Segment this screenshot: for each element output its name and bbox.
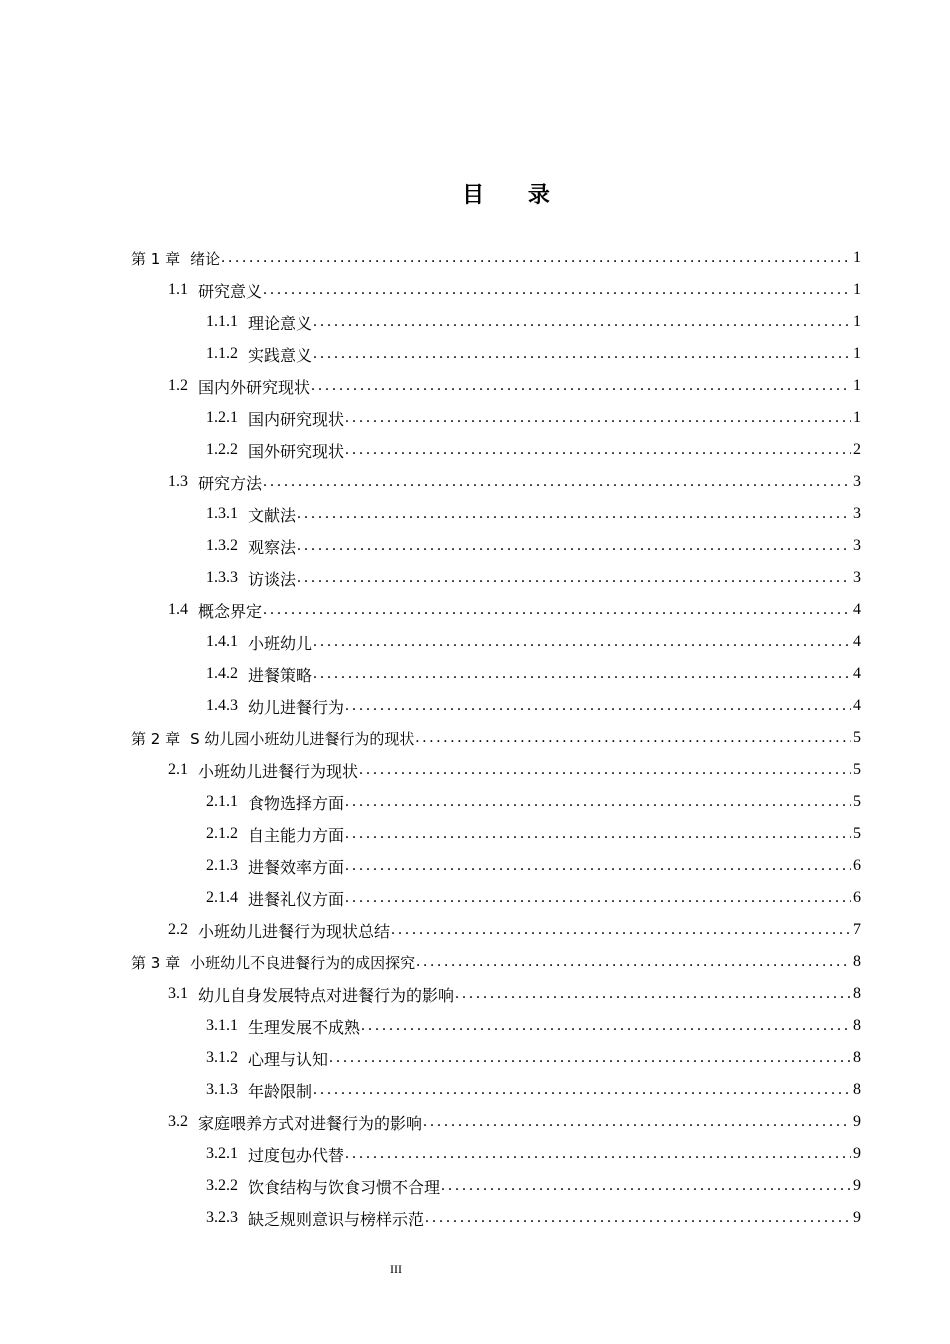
toc-dot-leader [263,281,851,299]
toc-entry-number: 1.3.1 [206,505,238,522]
toc-dot-leader [415,729,851,747]
toc-dot-leader [345,857,851,875]
toc-dot-leader [313,345,851,363]
toc-entry[interactable] [206,306,861,338]
toc-entry-page: 6 [853,889,861,906]
toc-dot-leader [345,697,851,715]
toc-entry[interactable] [131,722,861,754]
toc-entry-number: 3.1.2 [206,1049,238,1066]
toc-entry-label: 年龄限制 [248,1083,313,1101]
toc-entry-page: 3 [853,537,861,554]
toc-entry-number: 1.4.2 [206,665,238,682]
toc-entry[interactable] [206,690,861,722]
toc-entry-number: 3.2.1 [206,1145,238,1162]
toc-entry-label: 幼儿自身发展特点对进餐行为的影响 [198,987,455,1005]
toc-dot-leader [313,1081,851,1099]
toc-entry-page: 3 [853,505,861,522]
toc-dot-leader [297,505,851,523]
toc-entry-page: 8 [853,953,861,970]
toc-entry-page: 8 [853,1049,861,1066]
toc-entry-label: 概念界定 [198,603,263,621]
toc-entry[interactable] [206,1010,861,1042]
toc-entry-number: 1.2 [168,377,188,394]
toc-entry-label: S 幼儿园小班幼儿进餐行为的现状 [190,729,415,748]
toc-entry[interactable] [206,818,861,850]
toc-entry[interactable] [206,402,861,434]
toc-entry-number: 2.1.4 [206,889,238,906]
toc-entry-label: 观察法 [248,539,297,557]
toc-entry[interactable] [206,434,861,466]
toc-entry[interactable] [206,882,861,914]
toc-entry-number: 3.1.3 [206,1081,238,1098]
toc-entry[interactable] [206,498,861,530]
toc-title: 目 录 [462,183,568,208]
toc-entry-number: 3.1 [168,985,188,1002]
toc-entry-number: 1.3 [168,473,188,490]
toc-dot-leader [345,793,851,811]
toc-dot-leader [361,1017,851,1035]
toc-entry-page: 4 [853,697,861,714]
toc-entry-label: 缺乏规则意识与榜样示范 [248,1211,425,1229]
toc-entry[interactable] [206,338,861,370]
toc-entry-number: 1.2.2 [206,441,238,458]
toc-entry-number: 3.2.2 [206,1177,238,1194]
toc-entry[interactable] [168,274,861,306]
toc-entry-page: 4 [853,633,861,650]
toc-entry[interactable] [206,1074,861,1106]
toc-entry-page: 1 [853,249,861,266]
toc-entry-page: 1 [853,313,861,330]
toc-dot-leader [313,633,851,651]
toc-entry-label: 生理发展不成熟 [248,1019,361,1037]
toc-entry-page: 1 [853,377,861,394]
toc-entry-number: 2.1 [168,761,188,778]
toc-entry-label: 实践意义 [248,347,313,365]
toc-entry-label: 过度包办代替 [248,1147,345,1165]
toc-dot-leader [345,441,851,459]
toc-entry-label: 饮食结构与饮食习惯不合理 [248,1179,441,1197]
toc-entry-label: 国内外研究现状 [198,379,311,397]
toc-dot-leader [441,1177,851,1195]
toc-entry-page: 9 [853,1177,861,1194]
toc-entry-page: 8 [853,985,861,1002]
toc-dot-leader [313,313,851,331]
toc-entry[interactable] [168,466,861,498]
toc-entry-number: 2.2 [168,921,188,938]
toc-dot-leader [391,921,851,939]
toc-entry-page: 9 [853,1113,861,1130]
toc-entry-number: 2.1.1 [206,793,238,810]
toc-dot-leader [297,569,851,587]
page-number-footer: III [390,1262,402,1276]
toc-entry[interactable] [206,530,861,562]
toc-dot-leader [455,985,851,1003]
toc-entry-label: 家庭喂养方式对进餐行为的影响 [198,1115,423,1133]
toc-entry-number: 2.1.3 [206,857,238,874]
toc-entry[interactable] [168,754,861,786]
toc-dot-leader [425,1209,851,1227]
toc-entry[interactable] [206,786,861,818]
toc-entry-page: 4 [853,601,861,618]
toc-entry-label: 绪论 [190,249,221,268]
toc-entry-page: 9 [853,1209,861,1226]
toc-entry[interactable] [131,946,861,978]
toc-entry-label: 国内研究现状 [248,411,345,429]
toc-entry-label: 小班幼儿进餐行为现状总结 [198,923,391,941]
toc-entry-page: 5 [853,761,861,778]
toc-entry-number: 1.1 [168,281,188,298]
toc-entry-label: 进餐策略 [248,667,313,685]
toc-dot-leader [359,761,851,779]
toc-entry[interactable] [206,1138,861,1170]
toc-entry[interactable] [131,242,861,274]
toc-entry-number: 1.3.3 [206,569,238,586]
toc-entry-label: 研究意义 [198,283,263,301]
toc-entry-label: 文献法 [248,507,297,525]
toc-entry[interactable] [206,1202,861,1234]
toc-entry-number: 1.1.1 [206,313,238,330]
toc-entry-page: 5 [853,825,861,842]
toc-entry-label: 自主能力方面 [248,827,345,845]
toc-entry-number: 1.4.1 [206,633,238,650]
toc-entry-label: 食物选择方面 [248,795,345,813]
toc-entry-label: 进餐效率方面 [248,859,345,877]
toc-dot-leader [221,249,851,267]
toc-entry-number: 3.2.3 [206,1209,238,1226]
toc-entry-number: 1.2.1 [206,409,238,426]
toc-dot-leader [263,601,851,619]
toc-entry-page: 1 [853,345,861,362]
toc-entry-page: 3 [853,569,861,586]
toc-entry-page: 5 [853,793,861,810]
toc-entry-label: 研究方法 [198,475,263,493]
toc-entry-number: 1.3.2 [206,537,238,554]
toc-dot-leader [329,1049,851,1067]
toc-entry[interactable] [168,1106,861,1138]
toc-entry-label: 访谈法 [248,571,297,589]
toc-entry[interactable] [206,626,861,658]
toc-entry[interactable] [206,562,861,594]
toc-entry-number: 1.1.2 [206,345,238,362]
toc-dot-leader [345,825,851,843]
toc-entry[interactable] [206,658,861,690]
toc-entry-number: 第 2 章 [131,729,181,748]
toc-dot-leader [263,473,851,491]
toc-entry-number: 第 3 章 [131,953,181,972]
toc-dot-leader [345,1145,851,1163]
toc-entry-label: 国外研究现状 [248,443,345,461]
toc-entry-number: 3.1.1 [206,1017,238,1034]
toc-entry-page: 1 [853,409,861,426]
toc-entry-page: 4 [853,665,861,682]
toc-entry-page: 5 [853,729,861,746]
toc-entry-page: 2 [853,441,861,458]
toc-entry[interactable] [206,1042,861,1074]
toc-dot-leader [345,409,851,427]
toc-entry-page: 8 [853,1017,861,1034]
toc-entry[interactable] [168,370,861,402]
toc-entry-page: 9 [853,1145,861,1162]
toc-dot-leader [311,377,851,395]
toc-entry[interactable] [206,850,861,882]
toc-entry-page: 8 [853,1081,861,1098]
toc-entry-label: 进餐礼仪方面 [248,891,345,909]
toc-entry-label: 理论意义 [248,315,313,333]
toc-entry[interactable] [168,914,861,946]
toc-dot-leader [416,953,851,971]
toc-entry-number: 1.4 [168,601,188,618]
toc-entry-number: 3.2 [168,1113,188,1130]
toc-entry-label: 小班幼儿进餐行为现状 [198,763,359,781]
toc-entry-label: 小班幼儿 [248,635,313,653]
toc-entry-page: 6 [853,857,861,874]
toc-entry-number: 1.4.3 [206,697,238,714]
toc-entry[interactable] [168,594,861,626]
toc-entry-number: 第 1 章 [131,249,181,268]
toc-entry-page: 1 [853,281,861,298]
toc-entry-label: 小班幼儿不良进餐行为的成因探究 [190,953,416,972]
toc-entry-label: 幼儿进餐行为 [248,699,345,717]
toc-dot-leader [345,889,851,907]
toc-entry[interactable] [206,1170,861,1202]
toc-entry-number: 2.1.2 [206,825,238,842]
toc-entry-page: 7 [853,921,861,938]
toc-dot-leader [313,665,851,683]
toc-entry-label: 心理与认知 [248,1051,329,1069]
toc-entry-page: 3 [853,473,861,490]
toc-dot-leader [297,537,851,555]
toc-dot-leader [423,1113,851,1131]
toc-entry[interactable] [168,978,861,1010]
